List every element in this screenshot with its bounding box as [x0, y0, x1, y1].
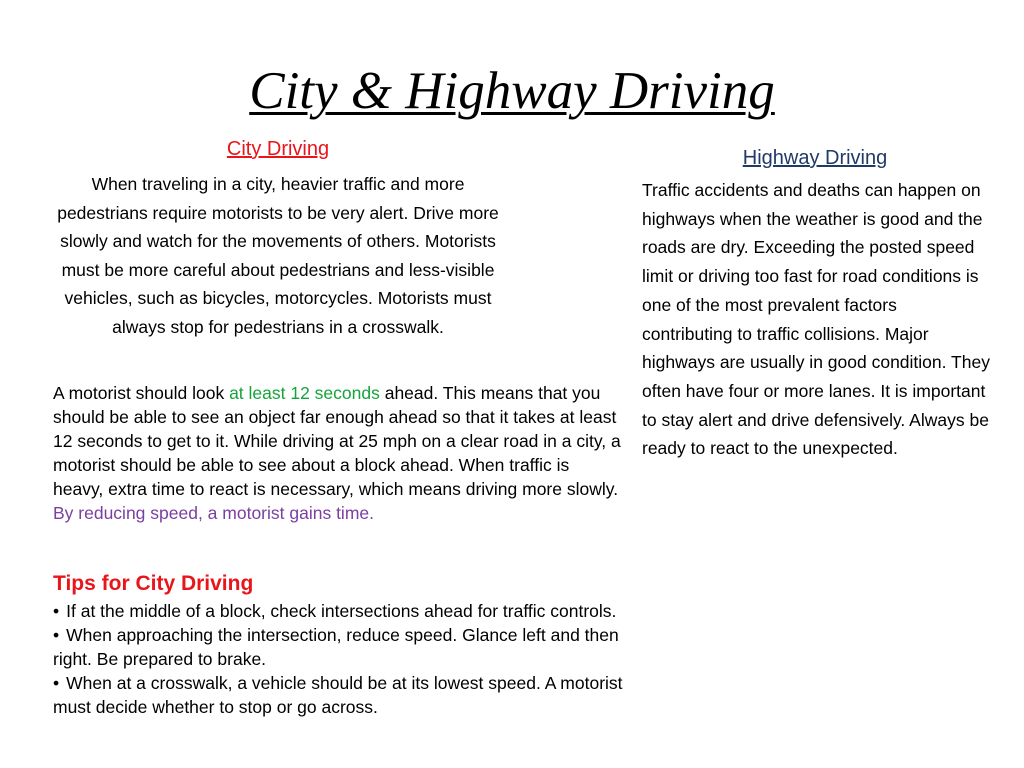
city-driving-intro: When traveling in a city, heavier traffic and more pedestrians require motorists to be very alert. Drive more slowly and watch for the movements of others. Motorists must be more careful about pedestrians and less-visible vehicles, such as bicycles, motorcycles. Motorists must always stop for pedestrians in a crosswalk.	[57, 174, 499, 337]
lookahead-highlight: at least 12 seconds	[229, 383, 380, 403]
list-item	[53, 623, 623, 671]
tip-text: When at a crosswalk, a vehicle should be at its lowest speed. A motorist must decide whether to stop or go across.	[53, 673, 623, 717]
city-driving-heading: City Driving	[226, 138, 330, 160]
list-item	[53, 671, 623, 719]
bullet-icon: •	[53, 625, 60, 645]
bullet-icon: •	[53, 673, 60, 693]
page-title: City & Highway Driving	[249, 62, 775, 120]
list-item	[53, 599, 623, 623]
lookahead-paragraph	[53, 381, 621, 525]
lookahead-closing: By reducing speed, a motorist gains time.	[53, 503, 374, 523]
tips-heading: Tips for City Driving	[53, 572, 254, 595]
tips-list	[53, 599, 623, 719]
highway-driving-body: Traffic accidents and deaths can happen on highways when the weather is good and the roads are dry. Exceeding the posted speed limit or driving too fast for road conditions is one of the most prevalent factors contributing to traffic collisions. Major highways are usually in good condition. They often have four or more lanes. It is important to stay alert and drive defensively. Always be ready to react to the unexpected.	[642, 180, 990, 459]
highway-driving-heading: Highway Driving	[742, 147, 888, 169]
bullet-icon: •	[53, 601, 60, 621]
tip-text: If at the middle of a block, check intersections ahead for traffic controls.	[66, 601, 617, 621]
tip-text: When approaching the intersection, reduce speed. Glance left and then right. Be prepared to brake.	[53, 625, 619, 669]
lookahead-text-after: ahead. This means that you should be able to see an object far enough ahead so that it takes at least 12 seconds to get to it. While driving at 25 mph on a clear road in a city, a motorist should be able to see about a block ahead. When traffic is heavy, extra time to react is necessary, which means driving more slowly.	[53, 383, 621, 499]
lookahead-text-before: A motorist should look	[53, 383, 230, 403]
